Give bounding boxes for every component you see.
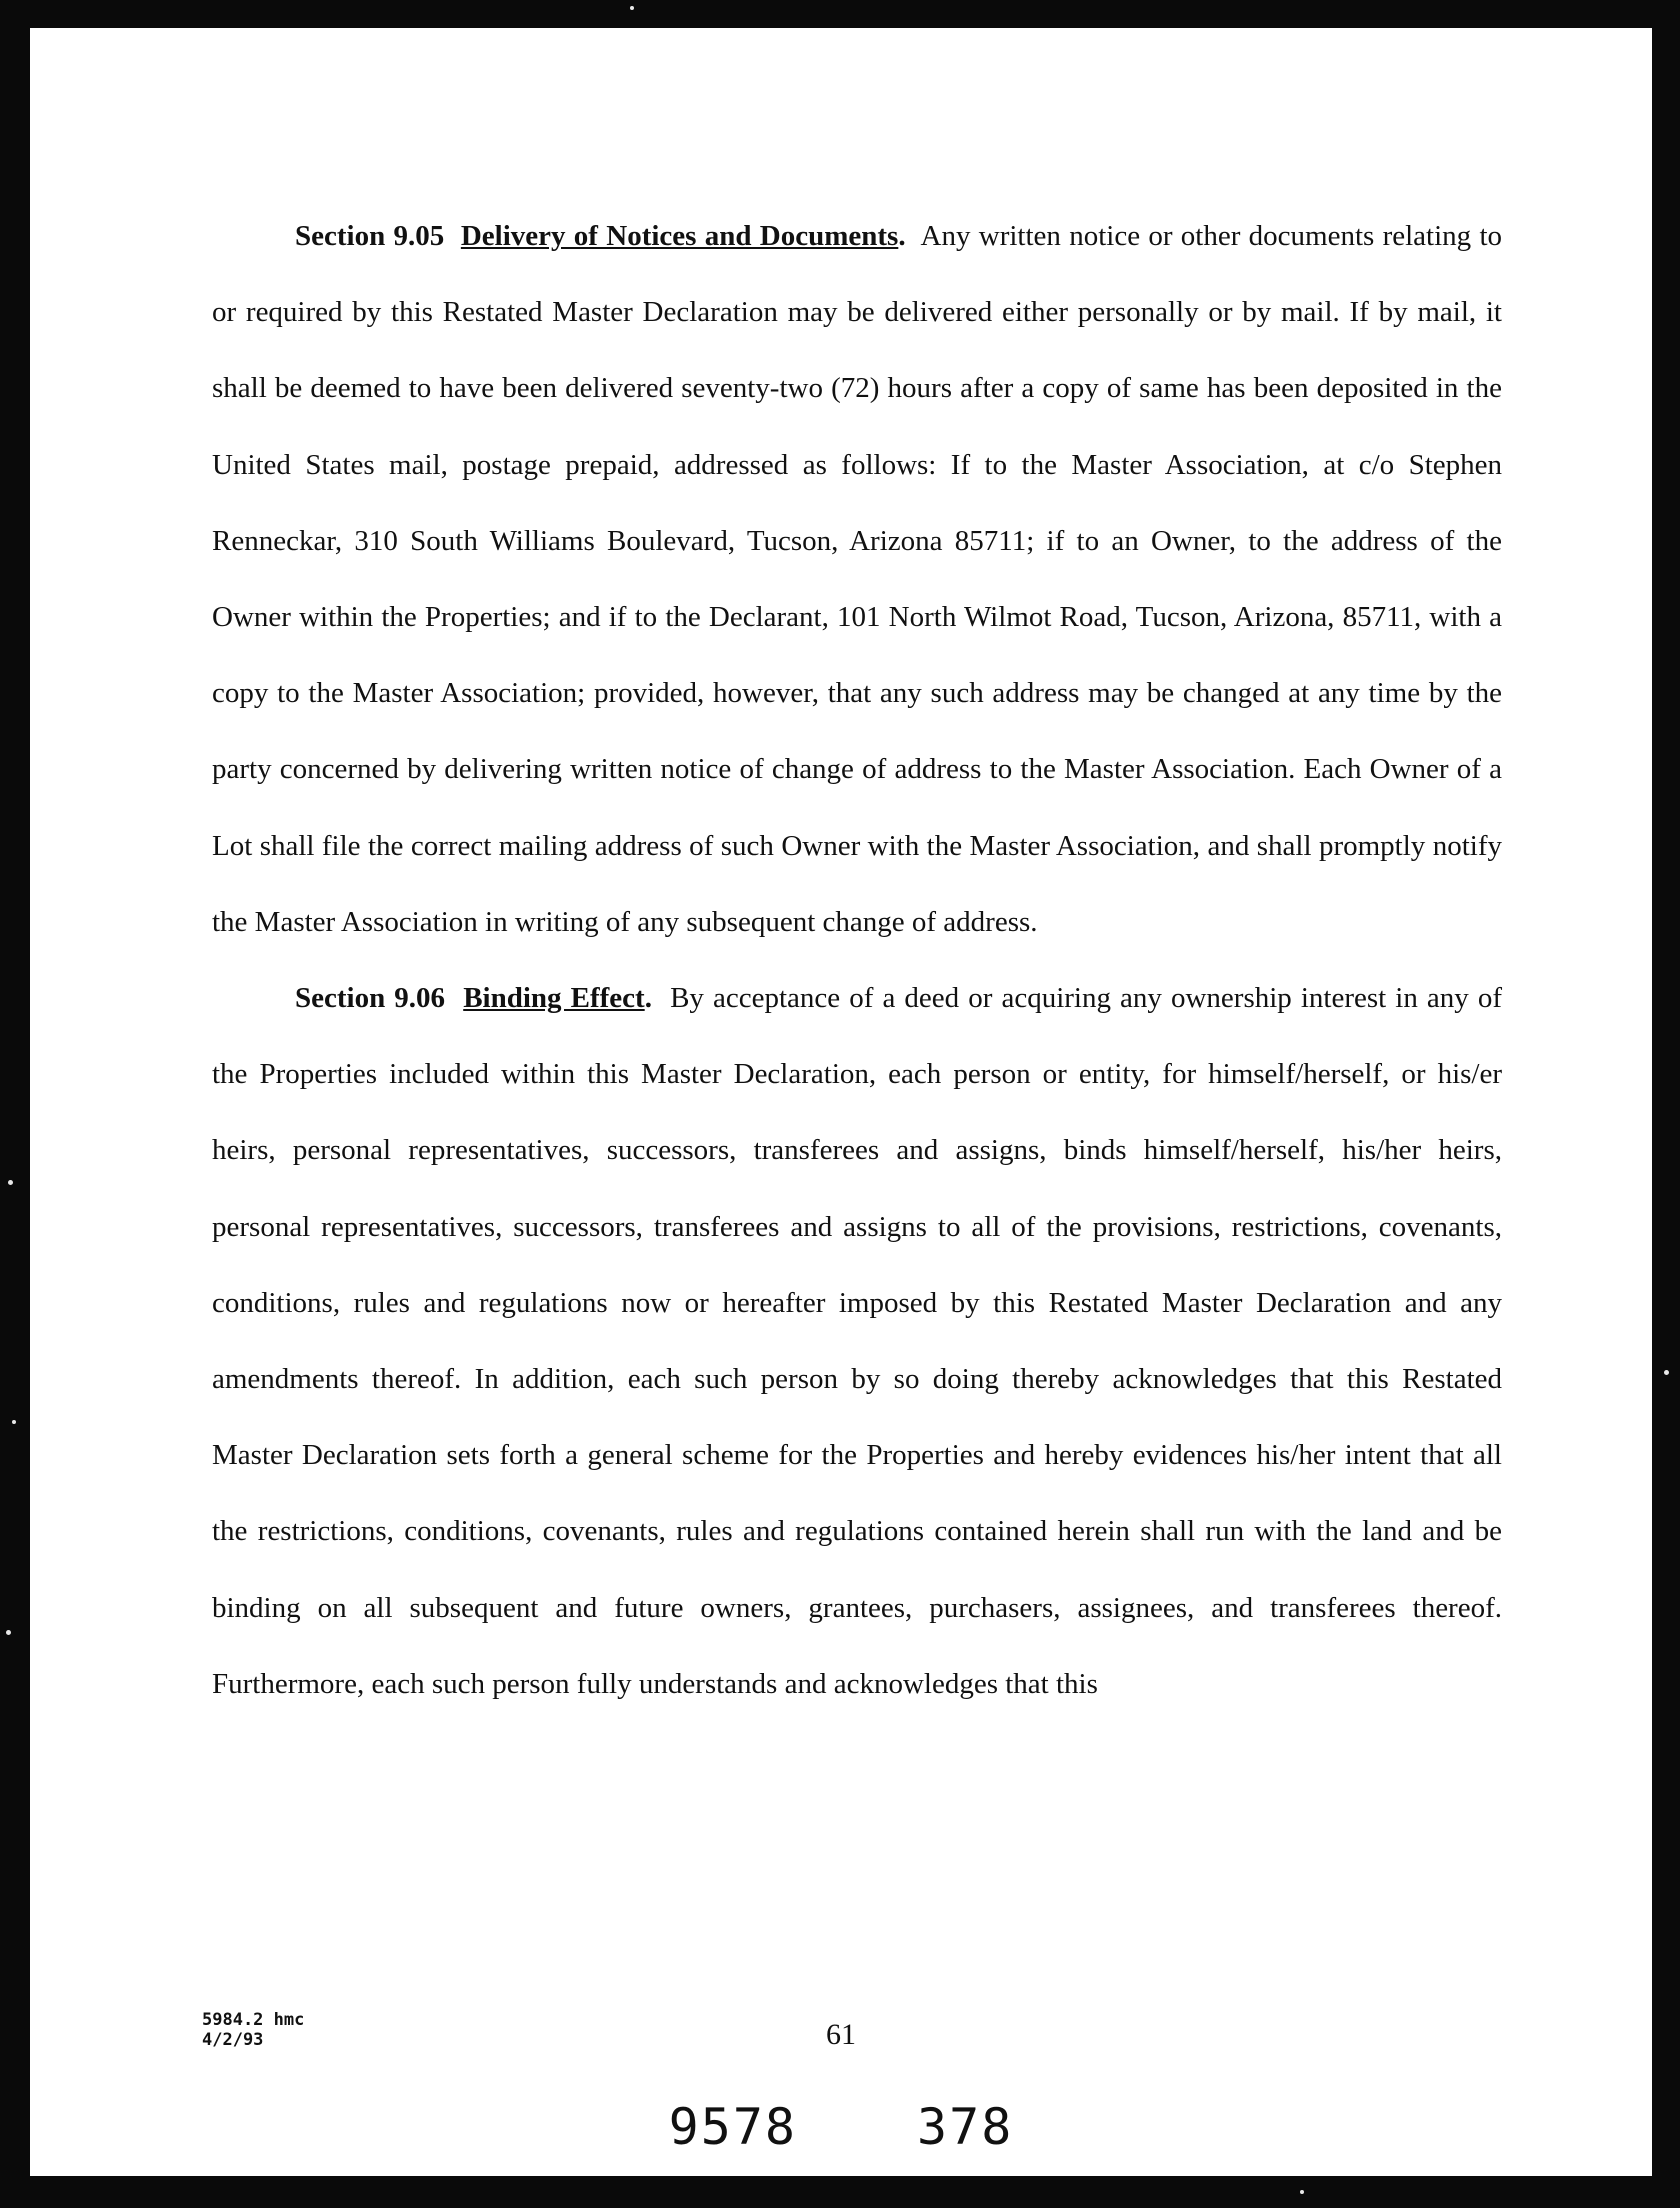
scan-speck [630, 6, 634, 10]
scan-speck [12, 1420, 16, 1424]
recording-page-number: 378 [917, 2098, 1014, 2156]
recording-book-number: 9578 [668, 2098, 798, 2156]
section-9-06-number: Section 9.06 [295, 982, 446, 1015]
section-9-06-title: Binding Effect [463, 982, 645, 1015]
recording-stamp [30, 2098, 1652, 2156]
document-page [30, 28, 1652, 2176]
section-9-05-paragraph [212, 198, 1502, 960]
scan-speck [1664, 1370, 1669, 1375]
document-code-date: 4/2/93 [202, 2030, 264, 2050]
scan-speck [1300, 2190, 1304, 2194]
page-number: 61 [826, 2018, 856, 2051]
section-9-05-text: Any written notice or other documents relating to or required by this Restated Master Declaration may be delivered either personally or by mail. If by mail, it shall be deemed to have been delivered seventy-two (72) hours after a copy of same has been deposited in the United States mail, postage prepaid, addressed as follows: If to the Master Association, at c/o Stephen Renneckar, 310 South Williams Boulevard, Tucson, Arizona 85711; if to an Owner, to the address of the Owner within the Properties; and if to the Declarant, 101 North Wilmot Road, Tucson, Arizona, 85711, with a copy to the Master Association; provided, however, that any such address may be changed at any time by the party concerned by delivering written notice of change of address to the Master Association. Each Owner of a Lot shall file the correct mailing address of such Owner with the Master Association, and shall promptly notify the Master Association in writing of any subsequent change of address. [212, 220, 1503, 938]
section-9-06-title-punct: . [644, 982, 652, 1015]
document-body [212, 198, 1502, 1722]
section-9-06-paragraph [212, 960, 1502, 1722]
document-code-id: 5984.2 hmc [202, 2010, 305, 2030]
section-9-06-text: By acceptance of a deed or acquiring any ownership interest in any of the Properties included within this Master Declaration, each person or entity, for himself/herself, or his/er heirs, personal representatives, successors, transferees and assigns, binds himself/herself, his/her heirs, personal representatives, successors, transferees and assigns to all of the provisions, restrictions, covenants, conditions, rules and regulations now or hereafter imposed by this Restated Master Declaration and any amendments thereof. In addition, each such person by so doing thereby acknowledges that this Restated Master Declaration sets forth a general scheme for the Properties and hereby evidences his/her intent that all the restrictions, conditions, covenants, rules and regulations contained herein shall run with the land and be binding on all subsequent and future owners, grantees, purchasers, assignees, and transferees thereof. Furthermore, each such person fully understands and acknowledges that this [212, 982, 1503, 1700]
scan-speck [8, 1180, 13, 1185]
section-9-05-number: Section 9.05 [295, 220, 445, 252]
section-9-05-title: Delivery of Notices and Documents [460, 220, 899, 252]
scan-speck [6, 1630, 11, 1635]
section-9-05-title-punct: . [898, 220, 906, 252]
